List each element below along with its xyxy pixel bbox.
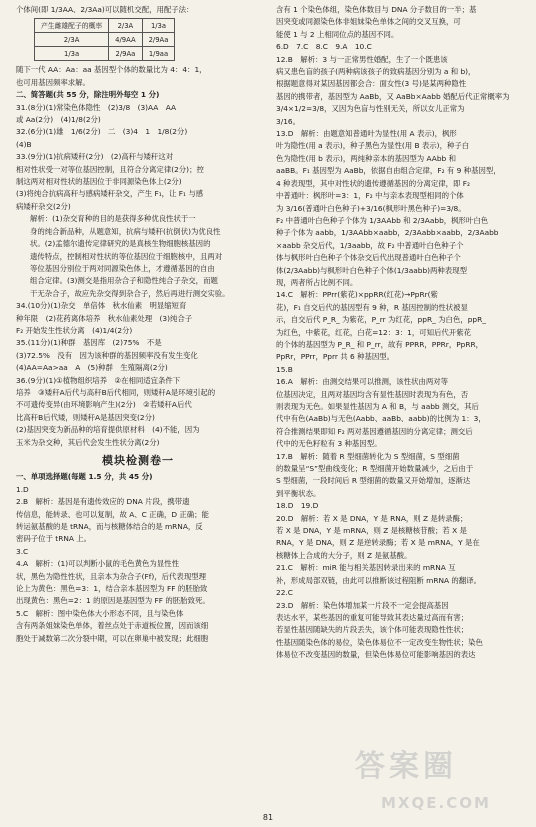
text-line: 等位基因分别位于两对同源染色体上，才遵循基因的自由 <box>30 263 215 273</box>
text-line: 干无杂合子，故应先杂交得到杂合子，然后再进行测交实验。 <box>30 288 230 298</box>
text-line: 转运氨基酸的是 tRNA，而与核糖体结合的是 mRNA，反 <box>16 522 203 532</box>
text-line: 4.A 解析：(1)可以判断小鼠的毛色黄色为显性性 <box>16 559 179 569</box>
text-line: 出现黄色：黑色=2：1 的原因是基因型为 FF 的胚胎致死。 <box>16 596 210 606</box>
watermark-big-text: 答案圈 <box>355 749 457 784</box>
text-line: 3.C <box>16 546 29 556</box>
text-line: 中普通叶：枫形叶=3：1，F₂ 中与亲本表现型相同的个体 <box>276 191 464 201</box>
text-line: 3/4×1/2=3/8，又因为色盲与性别无关，所以女儿正常为 <box>276 104 465 114</box>
text-line: 6.D 7.C 8.C 9.A 10.C <box>276 42 372 52</box>
text-line: 培养 ③矮秆A后代与高秆B后代相同，则矮秆A是环境引起的 <box>16 387 216 397</box>
text-line: (3)72.5% 没有 因为该种群的基因频率没有发生变化 <box>16 350 198 360</box>
text-line: 示，自交后代 P_R_ 为紫花，P_rr 为红花，ppR_ 为白色，ppR_ <box>276 315 486 325</box>
text-line: 比高秆B后代矮，则矮秆A是基因突变(2分) <box>16 412 155 422</box>
text-line: F₂ 开始发生性状分离 (4)1/4(2分) <box>16 325 133 335</box>
text-line: 表达水平，某些基因的重复可能导致其表达量过高而有害； <box>276 612 469 622</box>
text-line: 叶为隐性(用 a 表示)，种子黑色为显性(用 B 表示)，种子白 <box>276 141 470 151</box>
text-line: 密码子位于 tRNA 上。 <box>16 534 92 544</box>
table-row <box>35 47 175 61</box>
table-header-cell: 产生雌雄配子的概率 <box>35 19 109 33</box>
text-line: 遗传特点，控制相对性状的等位基因位于细胞核中，且两对 <box>30 251 223 261</box>
text-line: 若显性基因随缺失的片段丢失，该个体可能表现隐性性状； <box>276 625 469 635</box>
text-line: 种子个体为 aabb，1/3AAbb×aabb，2/3Aabb×aabb，2/3Aabb <box>276 228 499 238</box>
text-line: 代中有色(AaBb)与无色(Aabb、aaBb、aabb)的比例为 1：3， <box>276 414 486 424</box>
left-block-c <box>16 300 260 449</box>
text-line: PpRr，PPrr，Pprr 共 6 种基因型。 <box>276 352 395 362</box>
text-line: 性基因随染色体的易位，染色体易位不一定改变生物性状；染色 <box>276 637 483 647</box>
text-line: 种年限 (2)花药离体培养 秋水仙素处理 (3)纯合子 <box>16 313 193 323</box>
text-line: 为 3/16(普通叶白色种子)+3/16(枫形叶黑色种子)=3/8。 <box>276 203 466 213</box>
text-line: 胞处于减数第二次分裂中期，可以在卵巢中被发现；此细胞 <box>16 633 209 643</box>
text-line: 组合定律。(3)测交是指用杂合子和隐性纯合子杂交，而题 <box>30 276 218 286</box>
text-line: ×aabb 杂交后代，1/3aabb，故 F₂ 中普通叶白色种子个 <box>276 240 464 250</box>
text-line: 若 X 是 DNA，Y 是 mRNA，则 Z 是核糖核苷酸；若 X 是 <box>276 526 467 536</box>
text-line: 的数量呈“S”型曲线变化；R 型细菌开始数量减少，之后由于 <box>276 464 474 474</box>
text-line: (3)将纯合抗病高秆与感病矮秆杂交，产生 F₁，让 F₁ 与感 <box>16 189 204 199</box>
table-header-cell: 1/3a <box>142 19 175 33</box>
table-cell: 2/9Aa <box>109 47 142 61</box>
text-line: 23.D 解析：染色体增加某一片段不一定会提高基因 <box>276 600 449 610</box>
text-line: 17.B 解析：随着 R 型细菌转化为 S 型细菌，S 型细菌 <box>276 451 460 461</box>
text-line: 核糖体上合成的大分子，则 Z 是氨基酸。 <box>276 550 412 560</box>
text-line: 36.(9分)(1)①植物组织培养 ②在相同适宜条件下 <box>16 375 181 385</box>
text-line: 2.B 解析：基因是有遗传效应的 DNA 片段，携带遗 <box>16 497 190 507</box>
table-cell: 2/9Aa <box>142 33 175 47</box>
text-line: 病矮秆杂交(2分) <box>16 201 71 211</box>
text-line: 32.(6分)(1)雄 1/6(2分) 二 (3)4 1 1/8(2分) <box>16 127 188 137</box>
text-line: 31.(8分)(1)常染色体隐性 (2)3/8 (3)AA AA <box>16 102 177 112</box>
left-column <box>16 4 260 804</box>
text-line: 相对性状受一对等位基因控制，且符合分离定律(2分)；控 <box>16 164 204 174</box>
right-block-a <box>276 4 526 128</box>
right-block-b <box>276 128 526 289</box>
table-cell: 1/3a <box>35 47 109 61</box>
text-line: aaBB。F₁ 基因型为 AaBb，依据自由组合定律，F₂ 有 9 种基因型， <box>276 166 501 176</box>
table-cell: 1/9aa <box>142 47 175 61</box>
text-line: 21.C 解析：miR 能与相关基因转录出来的 mRNA 互 <box>276 563 456 573</box>
text-line: 因突变或同源染色体非姐妹染色单体之间的交叉互换，可 <box>276 17 461 27</box>
text-line: 15.B <box>276 364 293 374</box>
table-row <box>35 33 175 47</box>
text-line: (2)基因突变为新品种的培育提供原材料 (4)不能，因为 <box>16 425 200 435</box>
text-line: F₂ 中普通叶白色种子个体为 1/3AAbb 和 2/3Aabb，枫形叶白色 <box>276 215 489 225</box>
text-line: 34.(10分)(1)杂交 单倍体 秋水仙素 明显缩短育 <box>16 301 187 311</box>
text-line: 13.D 解析：由题意知普通叶为显性(用 A 表示)，枫形 <box>276 129 457 139</box>
text-line: RNA，Y 是 DNA，则 Z 是逆转录酶；若 X 是 mRNA，Y 是在 <box>276 538 480 548</box>
text-line: 能使 1 与 2 上相同位点的基因不同。 <box>276 29 399 39</box>
text-line: 解析：(1)杂交育种的目的是获得多种优良性状于一 <box>30 214 196 224</box>
section-heading-single-choice: 一、单项选择题(每题 1.5 分，共 45 分) <box>16 472 153 482</box>
text-line: 18.D 19.D <box>276 501 319 511</box>
text-line: 论上为黄色：黑色=3：1，结合亲本基因型为 FF 的胚胎致 <box>16 584 208 594</box>
text-line: 也可用基因频率求解。 <box>16 77 90 87</box>
table-header-cell: 2/3A <box>109 19 142 33</box>
text-line: 14.C 解析：PPrr(紫花)×ppRR(红花)→PpRr(紫 <box>276 290 438 300</box>
text-line: 12.B 解析：3 与一正常男性婚配，生了一个既患该 <box>276 54 448 64</box>
text-line: 随下一代 AA：Aa：aa 基因型个体的数量比为 4：4：1， <box>16 65 207 75</box>
text-line: 则表现为无色。如果显性基因为 A 和 B，与 aabb 测交，其后 <box>276 402 479 411</box>
text-line: 病又患色盲的孩子(两种病该孩子的致病基因分别为 a 和 b)， <box>276 67 476 77</box>
text-line: 16.A 解析：由测交结果可以推测，该性状由两对等 <box>276 377 449 387</box>
left-block-d <box>16 484 260 645</box>
table-cell: 4/9AA <box>109 33 142 47</box>
page-number: 81 <box>262 813 274 822</box>
section-heading-short-answer: 二、简答题(共 55 分，除注明外每空 1 分) <box>16 90 160 100</box>
text-line: 基因的携带者，基因型为 AaBb，又 AaBb×Aabb 婚配后代正常概率为 <box>276 91 510 101</box>
analysis-33 <box>16 213 260 300</box>
text-line: 含有 1 个染色体组，染色体数目与 DNA 分子数目的一半；基 <box>276 5 477 14</box>
text-line: 符合推测结果即知 F₂ 两对基因遵循基因的分离定律；测交后 <box>276 426 473 436</box>
text-line: 3/16。 <box>276 116 300 126</box>
text-line: 5.C 解析：图中染色体大小形态不同，且与染色体 <box>16 608 184 618</box>
left-block-b <box>16 102 260 214</box>
text-line: 补，形成局部双链，由此可以推断该过程阻断 mRNA 的翻译。 <box>276 575 481 585</box>
text-line: 位基因决定，且两对基因均含有显性基因时表现为有色，否 <box>276 389 469 399</box>
module-title: 模块检测卷一 <box>102 454 174 467</box>
text-line: 或 Aa(2分) (4)1/8(2分) <box>16 115 101 125</box>
watermark-small-text: MXQE.COM <box>381 794 491 812</box>
text-line: 35.(11分)(1)种群 基因库 (2)75% 不是 <box>16 338 162 348</box>
text-line: 33.(9分)(1)抗病矮秆(2分) (2)高秆与矮秆这对 <box>16 152 174 162</box>
intro-line: 个体间(即 1/3AA、2/3Aa)可以随机交配，用配子法： <box>16 5 194 14</box>
text-line: 1.D <box>16 484 29 494</box>
watermark-logo <box>351 749 526 819</box>
text-line: 身的纯合新品种，从题意知，抗病与矮秆(抗倒伏)为优良性 <box>30 226 221 236</box>
text-line: S 型细菌，一段时间后 R 型细菌的数量又开始增加，逐渐达 <box>276 476 471 486</box>
text-line: 的个体的基因型为 P_R_ 和 P_rr，故有 PPRR，PPRr，PpRR， <box>276 339 484 349</box>
text-line: 状，黑色为隐性性状，且亲本为杂合子(Ff)，后代表现型理 <box>16 571 206 581</box>
text-line: 玉米为杂交种，其后代会发生性状分离(2分) <box>16 437 160 447</box>
text-line: 花)，F₁ 自交后代的基因型有 9 种，R 基因控制的性状被显 <box>276 302 468 312</box>
text-line: 状。(2)孟德尔遗传定律研究的是真核生物细胞核基因的 <box>30 239 211 249</box>
text-line: 现，两者所占比例不同。 <box>276 277 358 287</box>
text-line: 体与枫形叶白色种子个体杂交后代出现普通叶白色种子个 <box>276 253 461 263</box>
gamete-table-header <box>35 19 175 33</box>
text-line: 传信息，能转录、也可以复制，故 A、C 正确，D 正确；能 <box>16 509 209 519</box>
text-line: 制这两对相对性状的基因位于非同源染色体上(2分) <box>16 177 182 187</box>
text-line: 22.C <box>276 588 293 598</box>
left-block-a <box>16 64 260 89</box>
text-line: 为红色，中紫花，红花，白花=12：3：1，可知后代开紫花 <box>276 327 471 337</box>
text-line: 到平衡状态。 <box>276 488 321 498</box>
text-line: 含有两条姐妹染色单体，着丝点处于赤道板位置，因而该细 <box>16 621 209 631</box>
text-line: 体(2/3Aabb)与枫形叶白色种子个体(1/3aabb)两种表现型 <box>276 265 467 275</box>
text-line: 色为隐性(用 b 表示)，两纯种亲本的基因型为 AAbb 和 <box>276 153 456 163</box>
text-line: 20.D 解析：若 X 是 DNA，Y 是 RNA，则 Z 是转录酶； <box>276 513 468 523</box>
right-block-c <box>276 289 526 661</box>
right-column <box>276 4 526 804</box>
text-line: (4)AA=Aa>aa A (5)种群 生殖隔离(2分) <box>16 363 168 373</box>
text-line: 体易位不改变基因的数量，但染色体易位可能影响基因的表达 <box>276 650 476 660</box>
text-line: (4)B <box>16 139 32 149</box>
table-cell: 2/3A <box>35 33 109 47</box>
text-line: 代中的无色籽粒有 3 种基因型。 <box>276 439 382 449</box>
text-line: 4 种表现型，其中对性状的遗传遵循基因的分离定律，即 F₂ <box>276 178 470 188</box>
text-line: 根据题意得对某因基因都会合：面女性(3 号)是某两种隐性 <box>276 79 467 89</box>
gamete-table <box>34 18 175 61</box>
text-line: 不可遗传变异(由环境影响产生)(2分) ②若矮秆A后代 <box>16 400 192 410</box>
